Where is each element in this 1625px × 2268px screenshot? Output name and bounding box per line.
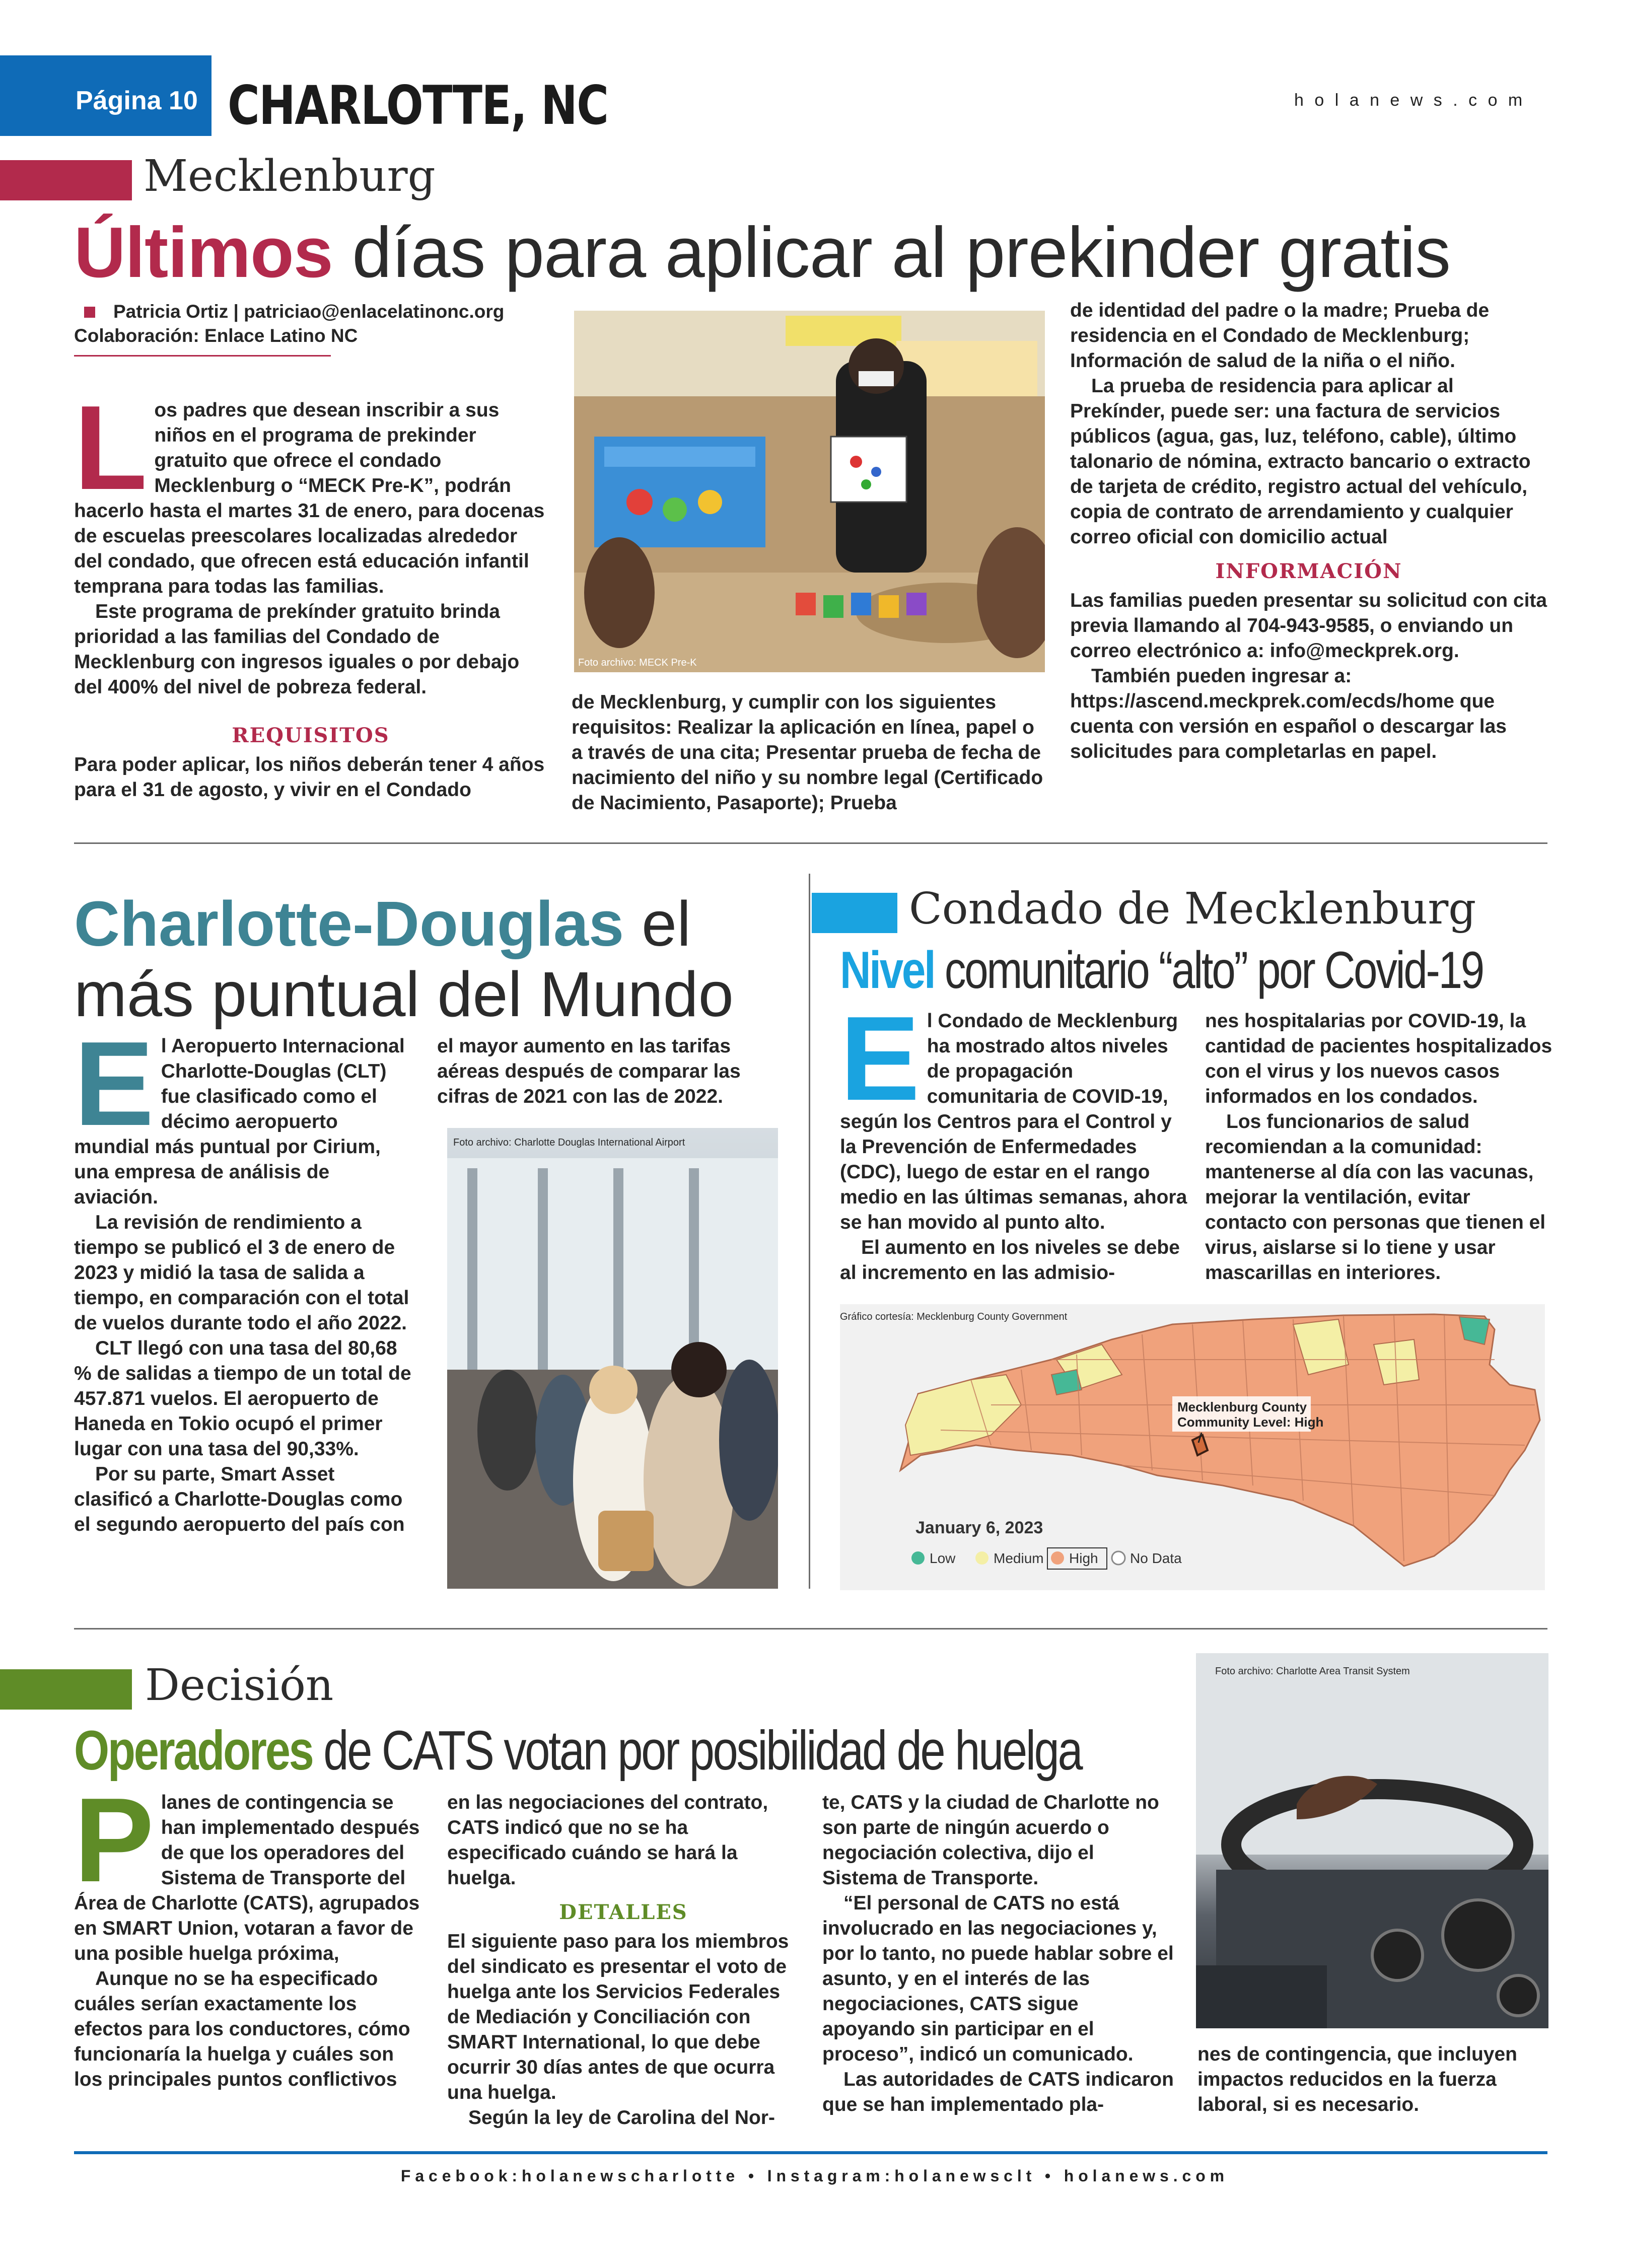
article4-col2 bbox=[447, 1790, 800, 2131]
legend-medium: Medium bbox=[994, 1550, 1044, 1566]
article4-p4: El siguiente paso para los miembros del sindicato es presentar el voto de huelga ante los Servicios Federales de Mediación y Conciliación con SMART International, lo que debe ocurrir 30 días antes de que ocurra una huelga. bbox=[447, 1931, 789, 2103]
headline3-bold: Nivel bbox=[840, 941, 935, 1000]
kicker-bar-red bbox=[0, 160, 132, 200]
byline-rule bbox=[74, 355, 331, 357]
airport-photo bbox=[447, 1128, 778, 1589]
dropcap-e-cyan: E bbox=[840, 992, 920, 1125]
article2-p2: La revisión de rendimiento a tiempo se publicó el 3 de enero de 2023 y midió la tasa de salida a tiempo, en comparación con el total de vuelos durante todo el año 2022. bbox=[74, 1212, 409, 1334]
article4-headline bbox=[74, 1719, 1081, 1783]
article2-col2 bbox=[437, 1034, 774, 1109]
article1-p2: Este programa de prekínder gratuito brinda prioridad a las familias del Condado de Mecklenburg con ingresos iguales o por debajo del 400% del nivel de pobreza federal. bbox=[74, 601, 520, 698]
headline2-rest: el bbox=[624, 888, 691, 959]
kicker-bar-cyan bbox=[812, 893, 897, 933]
dropcap-l: L bbox=[74, 381, 148, 515]
article3-p1: l Condado de Mecklenburg ha mostrado altos niveles de propagación comunitaria de COVID-19, según los Centros para el Control y la Prevención de Enfermedades (CDC), luego de estar en el rango medio en las últimas semanas, ahora se han movido al punto alto. bbox=[840, 1010, 1187, 1233]
article1-col2 bbox=[572, 690, 1050, 816]
headline2-line2: más puntual del Mundo bbox=[74, 959, 734, 1030]
headline2-bold: Charlotte-Douglas bbox=[74, 888, 624, 959]
subhead-informacion: INFORMACIÓN bbox=[1215, 559, 1402, 583]
article3-p3: nes hospitalarias por COVID-19, la cantidad de pacientes hospitalizados con el virus y los nuevos casos informados en los condados. bbox=[1205, 1010, 1552, 1107]
article1-col1 bbox=[74, 381, 547, 803]
article3-col2 bbox=[1205, 1009, 1552, 1286]
article3-headline bbox=[840, 941, 1483, 1001]
legend-no-data: No Data bbox=[1130, 1550, 1182, 1566]
headline-rest: días para aplicar al prekinder gratis bbox=[332, 212, 1451, 293]
subhead-detalles: DETALLES bbox=[559, 1900, 688, 1924]
headline-bold: Últimos bbox=[74, 212, 333, 293]
article1-kicker: Mecklenburg bbox=[144, 151, 436, 201]
dropcap-e-teal: E bbox=[74, 1017, 154, 1151]
nc-state-map bbox=[840, 1304, 1545, 1590]
classroom-photo-credit: Foto archivo: MECK Pre-K bbox=[578, 657, 697, 668]
map-label-county: Mecklenburg County bbox=[1177, 1399, 1307, 1414]
article2-p5: el mayor aumento en las tarifas aéreas después de comparar las cifras de 2021 con las de 2022. bbox=[437, 1035, 741, 1107]
article2-p3: CLT llegó con una tasa del 80,68 % de salidas a tiempo de un total de 457.871 vuelos. El aeropuerto de Haneda en Tokio ocupó el primer lugar con una tasa del 90,33%. bbox=[74, 1337, 411, 1460]
subhead-requisitos: REQUISITOS bbox=[232, 724, 390, 747]
article1-p7: Las familias pueden presentar su solicitud con cita previa llamando al 704-943-9585, o enviando un correo electrónico a: info@meckprek.org. bbox=[1070, 590, 1547, 662]
article1-p1: os padres que desean inscribir a sus niños en el programa de prekinder gratuito que ofrece el condado Mecklenburg o “MECK Pre-K”, podrán hacerlo hasta el martes 31 de enero, para docenas de escuelas preescolares localizadas alrededor del condado, que ofrecen está educación infantil temprana para todas las familias. bbox=[74, 399, 545, 597]
page-number: Página 10 bbox=[76, 86, 198, 115]
classroom-photo bbox=[574, 311, 1045, 672]
headline3-rest: comunitario “alto” por Covid-19 bbox=[934, 941, 1483, 1000]
steering-wheel-illustration bbox=[1196, 1653, 1548, 2028]
byline-collab: Colaboración: Enlace Latino NC bbox=[74, 325, 358, 346]
article4-p2: Aunque no se ha especificado cuáles serían exactamente los efectos para los conductores, cómo funcionaría la huelga y cuáles son los principales puntos conflictivos bbox=[74, 1968, 410, 2090]
covid-map bbox=[840, 1304, 1545, 1590]
map-credit: Gráfico cortesía: Mecklenburg County Government bbox=[840, 1311, 1068, 1322]
section-divider-2 bbox=[74, 1628, 1547, 1629]
article2-p1: l Aeropuerto Internacional Charlotte-Douglas (CLT) fue clasificado como el décimo aeropuerto mundial más puntual por Cirium, una empresa de análisis de aviación. bbox=[74, 1035, 405, 1208]
article4-col4 bbox=[1197, 2042, 1550, 2117]
legend-high: High bbox=[1069, 1550, 1098, 1566]
classroom-illustration bbox=[574, 311, 1045, 672]
bus-driver-photo bbox=[1196, 1653, 1548, 2028]
headline4-bold: Operadores bbox=[74, 1720, 313, 1782]
article1-p8: También pueden ingresar a: https://ascend.meckprek.com/ecds/home que cuenta con versión en español o descargar las solicitudes para completarlas en papel. bbox=[1070, 665, 1507, 762]
article4-p9: nes de contingencia, que incluyen impactos reducidos en la fuerza laboral, si es necesario. bbox=[1197, 2043, 1517, 2115]
dropcap-p: P bbox=[74, 1774, 154, 1907]
article3-kicker: Condado de Mecklenburg bbox=[909, 884, 1476, 934]
article1-p4: de Mecklenburg, y cumplir con los siguientes requisitos: Realizar la aplicación en línea, papel o a través de una cita; Presentar prueba de fecha de nacimiento del niño y su nombre legal (Certificado de Nacimiento, Pasaporte); Prueba bbox=[572, 691, 1043, 814]
legend-low: Low bbox=[930, 1550, 956, 1566]
footer-social[interactable]: F a c e b o o k : h o l a n e w s c h a r l o t t e • I n s t a g r a m : h o l a n e w s c l t • h o l a n e w s . c o m bbox=[400, 2167, 1225, 2185]
article3-p2: El aumento en los niveles se debe al incremento en las admisio- bbox=[840, 1237, 1180, 1284]
article1-p6: La prueba de residencia para aplicar al Prekínder, puede ser: una factura de servicios públicos (agua, gas, luz, teléfono, cable), último talonario de nómina, extracto bancario o extracto de tarjeta de crédito, registro actual del vehículo, copia de contrato de arrendamiento y cualquier correo oficial con domicilio actual bbox=[1070, 375, 1531, 548]
article4-p7: “El personal de CATS no está involucrado en las negociaciones y, por lo tanto, no puede hablar sobre el asunto, y en el interés de las negociaciones, CATS sigue apoyando sin participar en el proceso”, indicó un comunicado. bbox=[822, 1892, 1174, 2065]
article4-kicker: Decisión bbox=[145, 1660, 334, 1711]
article3-p4: Los funcionarios de salud recomiendan a la comunidad: mantenerse al día con las vacunas, mejorar la ventilación, evitar contacto con personas que tienen el virus, aislarse si lo tiene y usar mascarillas en interiores. bbox=[1205, 1111, 1546, 1284]
kicker-bar-green bbox=[0, 1669, 132, 1710]
article1-headline bbox=[74, 211, 1450, 294]
airport-illustration bbox=[447, 1128, 778, 1589]
bus-photo-credit: Foto archivo: Charlotte Area Transit System bbox=[1215, 1666, 1410, 1677]
article4-col1 bbox=[74, 1774, 427, 2092]
article4-p1: lanes de contingencia se han implementado después de que los operadores del Sistema de Transporte del Área de Charlotte (CATS), agrupados en SMART Union, votaran a favor de una posible huelga próxima, bbox=[74, 1792, 420, 1964]
article4-p3: en las negociaciones del contrato, CATS indicó que no se ha especificado cuándo se hará la huelga. bbox=[447, 1792, 768, 1889]
article2-headline bbox=[74, 889, 734, 1030]
city-title: CHARLOTTE, NC bbox=[228, 75, 608, 136]
headline4-rest: de CATS votan por posibilidad de huelga bbox=[312, 1720, 1082, 1782]
article4-p5: Según la ley de Carolina del Nor- bbox=[468, 2107, 775, 2129]
site-url[interactable]: h o l a n e w s . c o m bbox=[1294, 91, 1526, 110]
article1-byline bbox=[74, 300, 557, 357]
column-divider bbox=[809, 874, 810, 1589]
article1-col3 bbox=[1070, 298, 1547, 764]
article4-p8: Las autoridades de CATS indicaron que se han implementado pla- bbox=[822, 2069, 1174, 2115]
article4-col3 bbox=[822, 1790, 1175, 2117]
article1-p3: Para poder aplicar, los niños deberán tener 4 años para el 31 de agosto, y vivir en el Condado bbox=[74, 754, 545, 801]
footer-rule bbox=[74, 2151, 1547, 2154]
article1-p5: de identidad del padre o la madre; Prueba de residencia en el Condado de Mecklenburg; Información de salud de la niña o el niño. bbox=[1070, 300, 1490, 372]
article4-p6: te, CATS y la ciudad de Charlotte no son parte de ningún acuerdo o negociación colectiva, dijo el Sistema de Transporte. bbox=[822, 1792, 1159, 1889]
article2-p4: Por su parte, Smart Asset clasificó a Charlotte-Douglas como el segundo aeropuerto del país con bbox=[74, 1463, 405, 1535]
article2-col1 bbox=[74, 1017, 411, 1537]
byline-square bbox=[84, 307, 95, 318]
byline-author[interactable]: Patricia Ortiz | patriciao@enlacelatinonc.org bbox=[113, 301, 505, 322]
section-divider-1 bbox=[74, 842, 1547, 844]
map-date: January 6, 2023 bbox=[915, 1518, 1043, 1537]
airport-photo-credit: Foto archivo: Charlotte Douglas International Airport bbox=[453, 1137, 685, 1148]
map-label-level: Community Level: High bbox=[1177, 1414, 1324, 1430]
article3-col1 bbox=[840, 992, 1187, 1286]
